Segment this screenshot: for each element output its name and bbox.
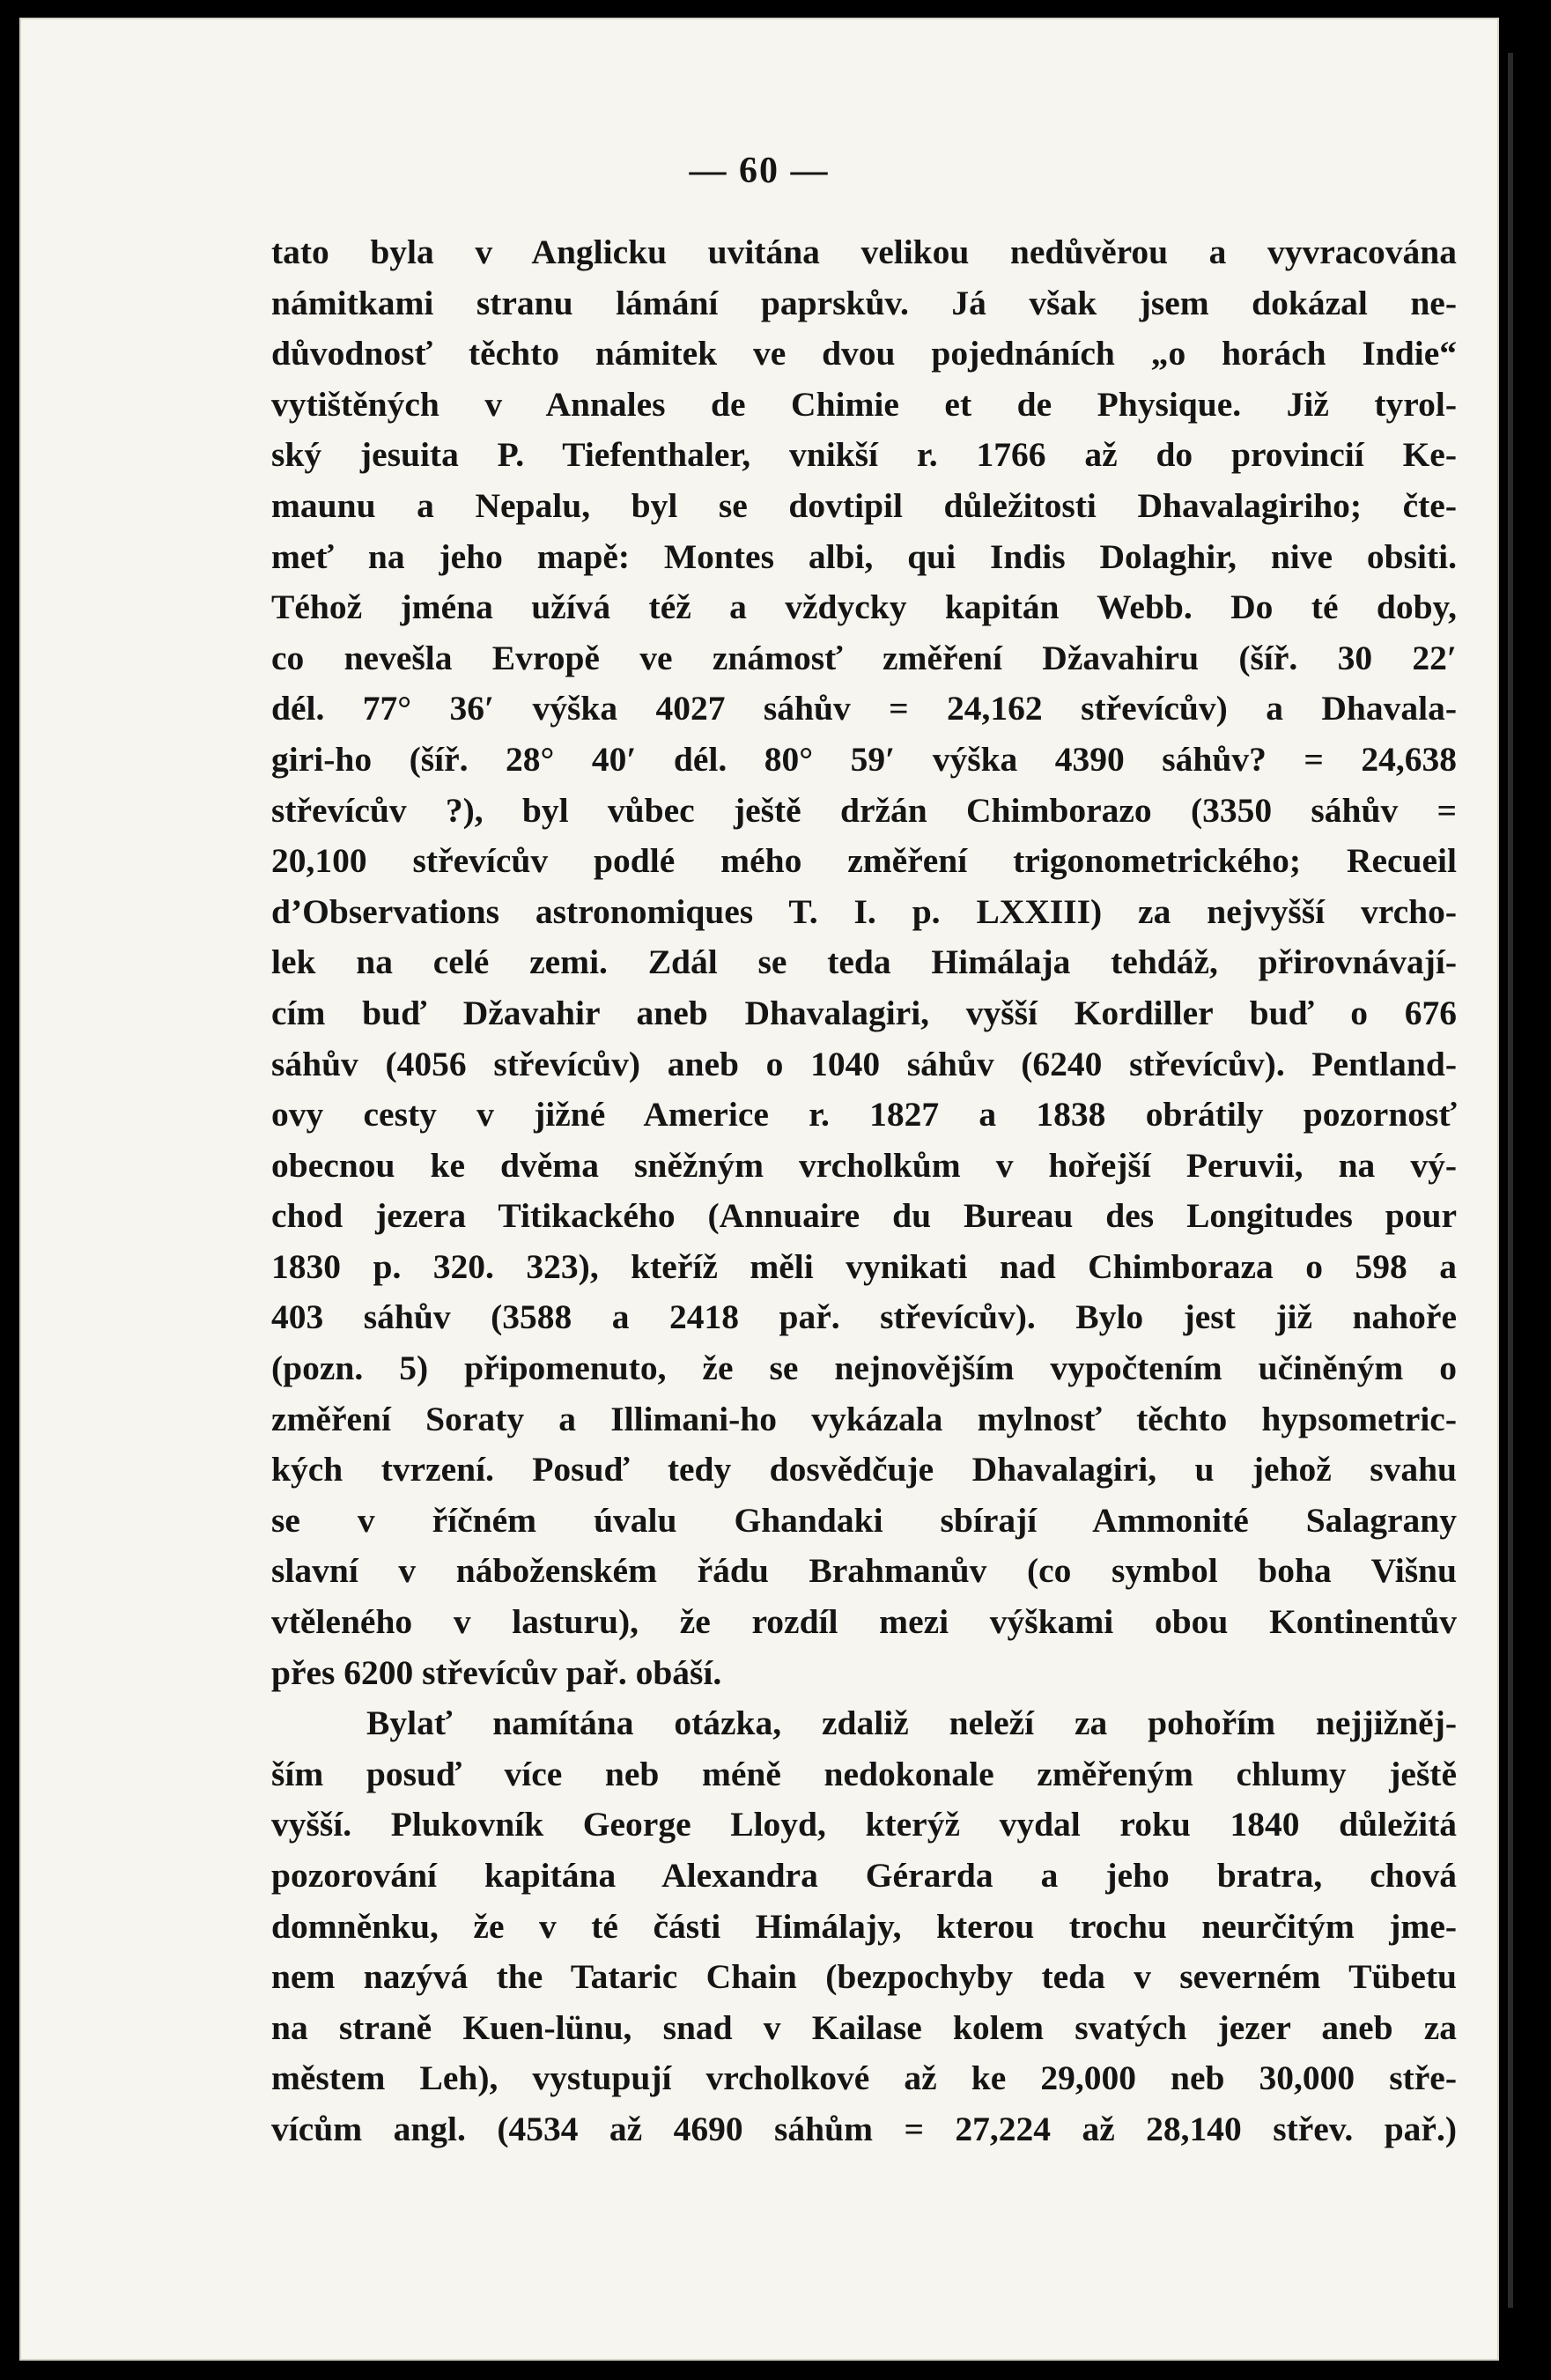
text-line: meť na jeho mapě: Montes albi, qui Indis Dolaghir, nive obsiti. bbox=[271, 536, 1457, 576]
text-line: vícům angl. (4534 až 4690 sáhům = 27,224 až 28,140 střev. pař.) bbox=[271, 2109, 1457, 2148]
text-line: (pozn. 5) připomenuto, že se nejnovějším vypočtením učiněným o bbox=[271, 1349, 1457, 1388]
text-line: dél. 77° 36′ výška 4027 sáhův = 24,162 střevícův) a Dhavala- bbox=[271, 689, 1457, 728]
page-number: — 60 — bbox=[689, 151, 830, 191]
text-line: lek na celé zemi. Zdál se teda Himálaja tehdáž, přirovnávají- bbox=[271, 942, 1457, 982]
text-line: maunu a Nepalu, byl se dovtipil důležitosti Dhavalagiriho; čte- bbox=[271, 485, 1457, 525]
text-line: ovy cesty v jižné Americe r. 1827 a 1838 obrátily pozornosť bbox=[271, 1095, 1457, 1135]
text-line: vyšší. Plukovník George Lloyd, kterýž vydal roku 1840 důležitá bbox=[271, 1805, 1457, 1844]
text-line: důvodnosť těchto námitek ve dvou pojednáních „o horách Indie“ bbox=[271, 334, 1457, 373]
paragraph-end-line: přes 6200 střevícův pař. obáší. bbox=[271, 1652, 722, 1692]
paragraph-start-line: Bylať namítána otázka, zdaliž neleží za pohořím nejjižněj- bbox=[366, 1704, 1457, 1743]
text-line: domněnku, že v té části Himálajy, kterou trochu neurčitým jme- bbox=[271, 1906, 1457, 1946]
text-line: ším posuď více neb méně nedokonale změřeným chlumy ještě bbox=[271, 1754, 1457, 1793]
text-line: 20,100 střevícův podlé mého změření trigonometrického; Recueil bbox=[271, 841, 1457, 881]
text-line: Téhož jména užívá též a vždycky kapitán Webb. Do té doby, bbox=[271, 588, 1457, 627]
text-line: vtěleného v lasturu), že rozdíl mezi výškami obou Kontinentův bbox=[271, 1602, 1457, 1642]
text-line: tato byla v Anglicku uvitána velikou nedůvěrou a vyvracována bbox=[271, 233, 1457, 271]
text-line: chod jezera Titikackého (Annuaire du Bureau des Longitudes pour bbox=[271, 1196, 1457, 1236]
text-line: námitkami stranu lámání paprskův. Já však jsem dokázal ne- bbox=[271, 283, 1457, 322]
book-page bbox=[19, 18, 1499, 2361]
text-line: 403 sáhův (3588 a 2418 pař. střevícův). Bylo jest již nahoře bbox=[271, 1297, 1457, 1337]
text-line: slavní v náboženském řádu Brahmanův (co symbol boha Višnu bbox=[271, 1551, 1457, 1591]
text-line: kých tvrzení. Posuď tedy dosvědčuje Dhavalagiri, u jehož svahu bbox=[271, 1450, 1457, 1489]
text-line: na straně Kuen-lünu, snad v Kailase kolem svatých jezer aneb za bbox=[271, 2007, 1457, 2047]
text-line: cím buď Džavahir aneb Dhavalagiri, vyšší Kordiller buď o 676 bbox=[271, 993, 1457, 1032]
text-line: změření Soraty a Illimani-ho vykázala mylnosť těchto hypsometric- bbox=[271, 1399, 1457, 1438]
body-text bbox=[271, 227, 1457, 2155]
text-line: sáhův (4056 střevícův) aneb o 1040 sáhův (6240 střevícův). Pentland- bbox=[271, 1044, 1457, 1083]
text-line: obecnou ke dvěma sněžným vrcholkům v hořejší Peruvii, na vý- bbox=[271, 1145, 1457, 1185]
page-edge-shadow bbox=[1508, 53, 1513, 2308]
text-line: střevícův ?), byl vůbec ještě držán Chimborazo (3350 sáhův = bbox=[271, 790, 1457, 830]
text-line: pozorování kapitána Alexandra Gérarda a jeho bratra, chová bbox=[271, 1856, 1457, 1895]
text-line: co nevešla Evropě ve známosť změření Džavahiru (šíř. 30 22′ bbox=[271, 638, 1457, 677]
text-line: ský jesuita P. Tiefenthaler, vnikší r. 1766 až do provincií Ke- bbox=[271, 435, 1457, 475]
text-line: 1830 p. 320. 323), kteříž měli vynikati nad Chimboraza o 598 a bbox=[271, 1246, 1457, 1286]
text-line: d’Observations astronomiques T. I. p. LXXIII) za nejvyšší vrcho- bbox=[271, 891, 1457, 931]
text-line: městem Leh), vystupují vrcholkové až ke 29,000 neb 30,000 stře- bbox=[271, 2058, 1457, 2098]
text-line: nem nazývá the Tataric Chain (bezpochyby teda v severném Tübetu bbox=[271, 1957, 1457, 1997]
text-line: vytištěných v Annales de Chimie et de Physique. Již tyrol- bbox=[271, 384, 1457, 424]
text-line: giri-ho (šíř. 28° 40′ dél. 80° 59′ výška 4390 sáhův? = 24,638 bbox=[271, 739, 1457, 779]
text-line: se v říčném úvalu Ghandaki sbírají Ammonité Salagrany bbox=[271, 1500, 1457, 1540]
